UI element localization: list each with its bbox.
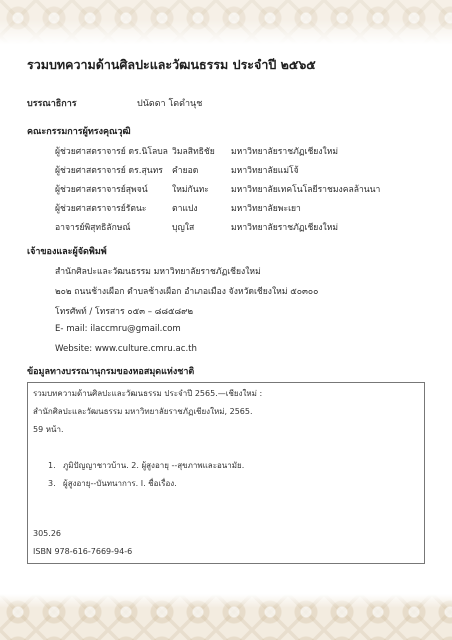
member-prefix: อาจารย์พิสุทธิลักษณ์ bbox=[55, 223, 131, 233]
publisher-address: ๒๐๒ ถนนช้างเผือก ตำบลช้างเผือก อำเภอเมือง จังหวัดเชียงใหม่ ๕๐๓๐๐ bbox=[55, 287, 319, 297]
member-lastname: บุญใส bbox=[172, 223, 195, 233]
committee-member bbox=[0, 182, 452, 196]
catalog-record-box bbox=[27, 382, 425, 564]
catalog-pages: 59 หน้า. bbox=[33, 425, 64, 434]
member-affiliation: มหาวิทยาลัยเทคโนโลยีราชมงคลล้านนา bbox=[231, 185, 381, 195]
catalog-title-line: รวมบทความด้านศิลปะและวัฒนธรรม ประจำปี 2565.—เชียงใหม่ : bbox=[33, 389, 263, 398]
member-prefix: ผู้ช่วยศาสตราจารย์ ดร.สุนทร bbox=[55, 166, 163, 176]
publisher-phone: โทรศัพท์ / โทรสาร ๐๕๓ – ๘๘๕๘๙๒ bbox=[55, 307, 194, 317]
catalog-heading: ข้อมูลทางบรรณานุกรมของหอสมุดแห่งชาติ bbox=[27, 367, 195, 377]
member-lastname: ตาแปง bbox=[172, 204, 198, 214]
member-prefix: ผู้ช่วยศาสตราจารย์สุพจน์ bbox=[55, 185, 148, 195]
committee-member bbox=[0, 163, 452, 177]
member-lastname: คำยอด bbox=[172, 166, 199, 176]
member-prefix: ผู้ช่วยศาสตราจารย์รัตนะ bbox=[55, 204, 147, 214]
publisher-heading: เจ้าของและผู้จัดพิมพ์ bbox=[27, 247, 107, 257]
page-title: รวมบทความด้านศิลปะและวัฒนธรรม ประจำปี ๒๕๖๕ bbox=[27, 57, 316, 72]
committee-member bbox=[0, 220, 452, 234]
decorative-pattern-top bbox=[0, 0, 452, 44]
member-prefix: ผู้ช่วยศาสตราจารย์ ดร.นิโลบล bbox=[55, 147, 168, 157]
publisher-name: สำนักศิลปะและวัฒนธรรม มหาวิทยาลัยราชภัฏเชียงใหม่ bbox=[55, 267, 261, 277]
member-affiliation: มหาวิทยาลัยแม่โจ้ bbox=[231, 166, 299, 176]
member-lastname: วิมลสิทธิชัย bbox=[172, 147, 215, 157]
catalog-subject bbox=[48, 459, 244, 472]
catalog-call-number: 305.26 bbox=[33, 529, 61, 538]
subject-number: 3. bbox=[48, 479, 56, 488]
member-affiliation: มหาวิทยาลัยราชภัฏเชียงใหม่ bbox=[231, 223, 339, 233]
member-affiliation: มหาวิทยาลัยราชภัฏเชียงใหม่ bbox=[231, 147, 339, 157]
member-affiliation: มหาวิทยาลัยพะเยา bbox=[231, 204, 301, 214]
catalog-publisher-line: สำนักศิลปะและวัฒนธรรม มหาวิทยาลัยราชภัฏเชียงใหม่, 2565. bbox=[33, 407, 253, 416]
committee-member bbox=[0, 201, 452, 215]
editor-name: ปนัดดา โดดำนุช bbox=[137, 99, 203, 109]
committee-member bbox=[0, 144, 452, 158]
catalog-isbn: ISBN 978-616-7669-94-6 bbox=[33, 547, 133, 556]
catalog-subject bbox=[48, 477, 177, 490]
subject-text: ผู้สูงอายุ--บันทนาการ. I. ชื่อเรื่อง. bbox=[63, 479, 177, 488]
subject-number: 1. bbox=[48, 461, 56, 470]
editor-label: บรรณาธิการ bbox=[27, 99, 77, 109]
decorative-pattern-bottom bbox=[0, 594, 452, 640]
publisher-website: Website: www.culture.cmru.ac.th bbox=[55, 344, 197, 354]
committee-heading: คณะกรรมการผู้ทรงคุณวุฒิ bbox=[27, 127, 131, 137]
subject-text: ภูมิปัญญาชาวบ้าน. 2. ผู้สูงอายุ --สุขภาพและอนามัย. bbox=[63, 461, 245, 470]
member-lastname: ใหม่กันทะ bbox=[172, 185, 209, 195]
publisher-email: E- mail: ilaccmru@gmail.com bbox=[55, 324, 181, 334]
